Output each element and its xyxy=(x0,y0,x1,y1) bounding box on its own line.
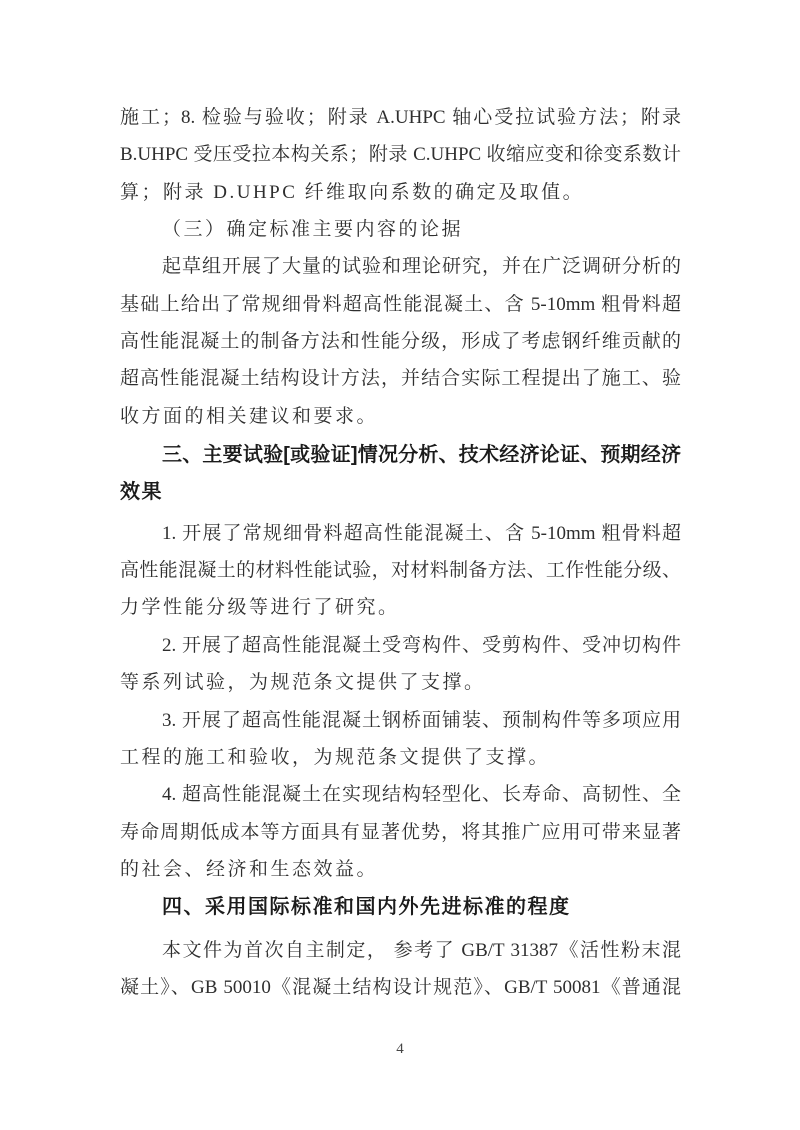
text-line: 力学性能分级等进行了研究。 xyxy=(120,597,400,619)
text-line: （三）确定标准主要内容的论据 xyxy=(162,219,464,241)
text-line: 寿命周期低成本等方面具有显著优势，将其推广应用可带来显著 xyxy=(120,821,681,843)
text-line: 基础上给出了常规细骨料超高性能混凝土、含 5-10mm 粗骨料超 xyxy=(120,293,681,315)
page-number: 4 xyxy=(396,1041,404,1057)
text-line: 高性能混凝土的材料性能试验，对材料制备方法、工作性能分级、 xyxy=(120,560,681,582)
text-line: 高性能混凝土的制备方法和性能分级，形成了考虑钢纤维贡献的 xyxy=(120,331,681,353)
section-heading: 四、采用国际标准和国内外先进标准的程度 xyxy=(162,896,571,919)
text-line: 收方面的相关建议和要求。 xyxy=(120,405,379,427)
text-line: 1. 开展了常规细骨料超高性能混凝土、含 5-10mm 粗骨料超 xyxy=(162,522,681,544)
text-line: 起草组开展了大量的试验和理论研究，并在广泛调研分析的 xyxy=(162,256,681,278)
text-line: 等系列试验，为规范条文提供了支撑。 xyxy=(120,672,486,694)
text-line: 4. 超高性能混凝土在实现结构轻型化、长寿命、高韧性、全 xyxy=(162,784,681,806)
text-line: 本文件为首次自主制定， 参考了 GB/T 31387《活性粉末混 xyxy=(162,939,681,961)
text-line: 施工；8. 检验与验收；附录 A.UHPC 轴心受拉试验方法；附录 xyxy=(120,107,681,128)
text-line: 算；附录 D.UHPC 纤维取向系数的确定及取值。 xyxy=(120,181,585,203)
section-heading: 效果 xyxy=(120,481,163,504)
text-line: 的社会、经济和生态效益。 xyxy=(120,858,379,880)
text-line: B.UHPC 受压受拉本构关系；附录 C.UHPC 收缩应变和徐变系数计 xyxy=(120,144,681,166)
page-footer xyxy=(0,1041,800,1058)
text-line: 3. 开展了超高性能混凝土钢桥面铺装、预制构件等多项应用 xyxy=(162,709,681,731)
text-line: 凝土》、GB 50010《混凝土结构设计规范》、GB/T 50081《普通混 xyxy=(120,976,681,998)
text-line: 工程的施工和验收，为规范条文提供了支撑。 xyxy=(120,746,551,768)
text-line: 超高性能混凝土结构设计方法，并结合实际工程提出了施工、验 xyxy=(120,368,681,390)
section-heading: 三、主要试验[或验证]情况分析、技术经济论证、预期经济 xyxy=(162,444,681,467)
text-line: 2. 开展了超高性能混凝土受弯构件、受剪构件、受冲切构件 xyxy=(162,634,681,656)
